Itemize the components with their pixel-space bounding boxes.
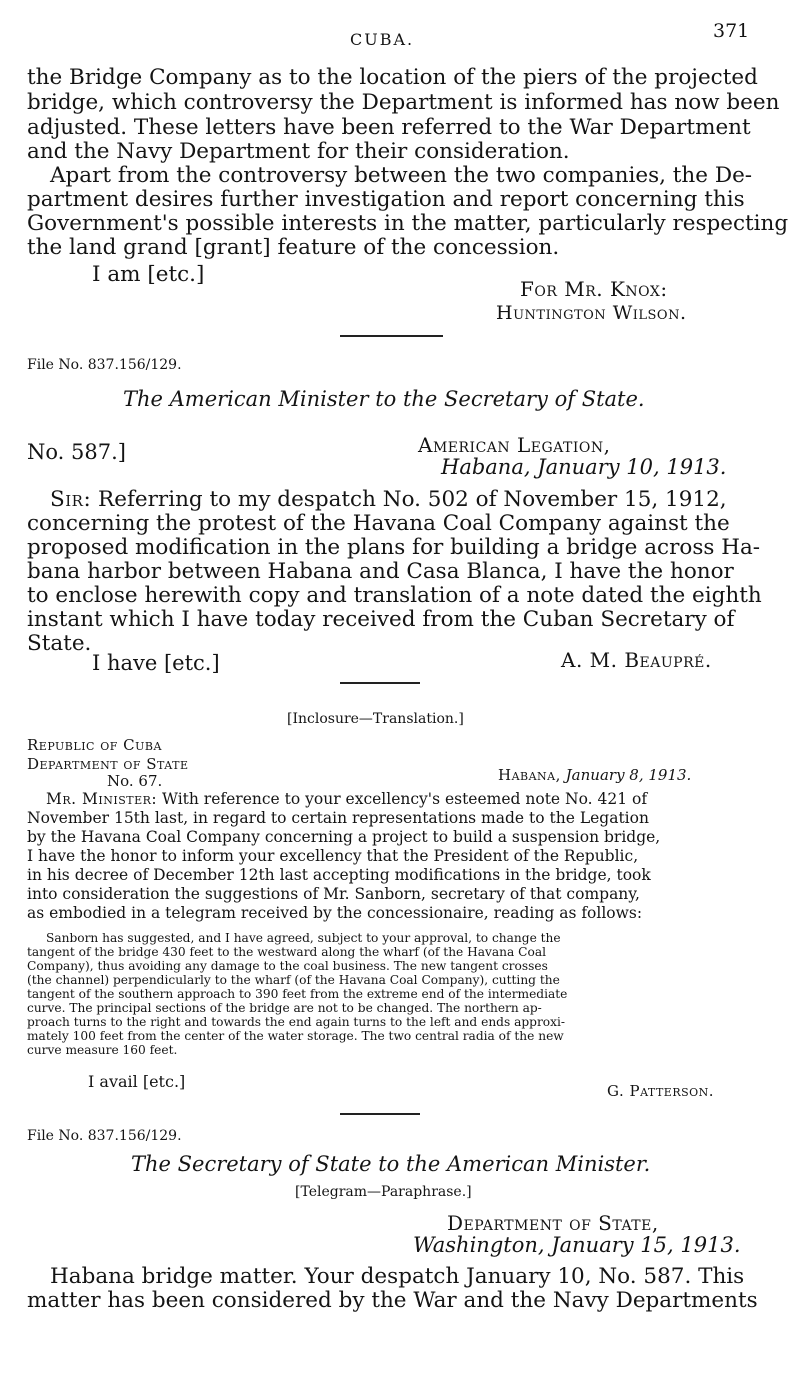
text-line: to enclose herewith copy and translation of a note dated the eighth — [27, 583, 762, 608]
despatch-number: No. 587.] — [27, 440, 126, 464]
running-title: CUBA. — [350, 30, 415, 49]
text-line: the land grand [grant] feature of the concession. — [27, 235, 560, 260]
telegram-line: tangent of the southern approach to 390 feet from the extreme end of the intermediate — [27, 987, 568, 1001]
page-number: 371 — [713, 20, 750, 42]
place-date — [498, 766, 691, 784]
sender-line: Department of State — [27, 755, 189, 773]
legation: American Legation, — [418, 433, 611, 457]
file-number: File No. 837.156/129. — [27, 1128, 182, 1144]
place-date: Washington, January 15, 1913. — [413, 1233, 741, 1257]
text-line: State. — [27, 631, 92, 656]
document-heading: The American Minister to the Secretary of State. — [123, 387, 645, 411]
telegram-label: [Telegram—Paraphrase.] — [295, 1184, 472, 1200]
text-span: With reference to your excellency's esteemed note No. 421 of — [162, 790, 648, 808]
telegram-line: (the channel) perpendicularly to the wharf (of the Havana Coal Company), cutting the — [27, 973, 560, 987]
text-line: by the Havana Coal Company concerning a project to build a suspension bridge, — [27, 828, 661, 846]
salutation: Sir: — [50, 487, 92, 512]
closing: I avail [etc.] — [88, 1072, 186, 1091]
section-divider — [340, 1113, 420, 1115]
text-line: as embodied in a telegram received by the concessionaire, reading as follows: — [27, 904, 643, 922]
section-divider — [340, 682, 420, 684]
text-line — [50, 488, 775, 512]
text-line: Habana bridge matter. Your despatch January 10, No. 587. This — [50, 1264, 745, 1289]
sender-line: Republic of Cuba — [27, 736, 162, 754]
telegram-line: curve measure 160 feet. — [27, 1043, 178, 1057]
file-number: File No. 837.156/129. — [27, 357, 182, 373]
text-line: proposed modification in the plans for building a bridge across Ha- — [27, 535, 761, 560]
text-line: into consideration the suggestions of Mr. Sanborn, secretary of that company, — [27, 885, 640, 903]
salutation: Mr. Minister: — [46, 790, 158, 808]
text-span: Referring to my despatch No. 502 of November 15, 1912, — [98, 487, 727, 512]
signer-prefix: For Mr. Knox: — [520, 277, 668, 301]
signer: A. M. Beaupré. — [561, 648, 712, 672]
text-line: bridge, which controversy the Department is informed has now been — [27, 90, 780, 115]
telegram-line: Sanborn has suggested, and I have agreed, subject to your approval, to change the — [46, 931, 561, 945]
text-line: bana harbor between Habana and Casa Blanca, I have the honor — [27, 559, 734, 584]
text-line: partment desires further investigation and report concerning this — [27, 187, 745, 212]
text-line: in his decree of December 12th last accepting modifications in the bridge, took — [27, 866, 651, 884]
telegram-line: tangent of the bridge 430 feet to the westward along the wharf (of the Havana Coal — [27, 945, 546, 959]
signer: Huntington Wilson. — [496, 302, 687, 324]
text-line — [46, 791, 781, 808]
place: Habana, — [498, 766, 561, 784]
text-line: the Bridge Company as to the location of the piers of the projected — [27, 65, 758, 90]
signer: G. Patterson. — [607, 1082, 715, 1100]
text-line: I have the honor to inform your excellency that the President of the Republic, — [27, 847, 639, 865]
text-line: Government's possible interests in the matter, particularly respecting — [27, 211, 789, 236]
text-line: adjusted. These letters have been referred to the War Department — [27, 115, 751, 140]
text-line: and the Navy Department for their consideration. — [27, 139, 570, 164]
section-divider — [340, 335, 443, 337]
telegram-line: proach turns to the right and towards the end again turns to the left and ends approxi- — [27, 1015, 566, 1029]
text-line: concerning the protest of the Havana Coal Company against the — [27, 511, 730, 536]
closing: I am [etc.] — [92, 262, 205, 287]
text-line: instant which I have today received from the Cuban Secretary of — [27, 607, 735, 632]
closing: I have [etc.] — [92, 651, 220, 675]
date: January 8, 1913. — [565, 766, 692, 784]
telegram-line: Company), thus avoiding any damage to the coal business. The new tangent crosses — [27, 959, 548, 973]
text-line: matter has been considered by the War and the Navy Departments — [27, 1288, 758, 1313]
department: Department of State, — [447, 1211, 659, 1235]
text-line: Apart from the controversy between the two companies, the De- — [50, 163, 753, 188]
enclosure-label: [Inclosure—Translation.] — [287, 711, 464, 727]
note-number: No. 67. — [107, 772, 163, 790]
place-date: Habana, January 10, 1913. — [441, 455, 727, 479]
telegram-line: mately 100 feet from the center of the water storage. The two central radia of the new — [27, 1029, 564, 1043]
telegram-line: curve. The principal sections of the bridge are not to be changed. The northern ap- — [27, 1001, 542, 1015]
text-line: November 15th last, in regard to certain representations made to the Legation — [27, 809, 649, 827]
document-heading: The Secretary of State to the American Minister. — [131, 1152, 651, 1176]
